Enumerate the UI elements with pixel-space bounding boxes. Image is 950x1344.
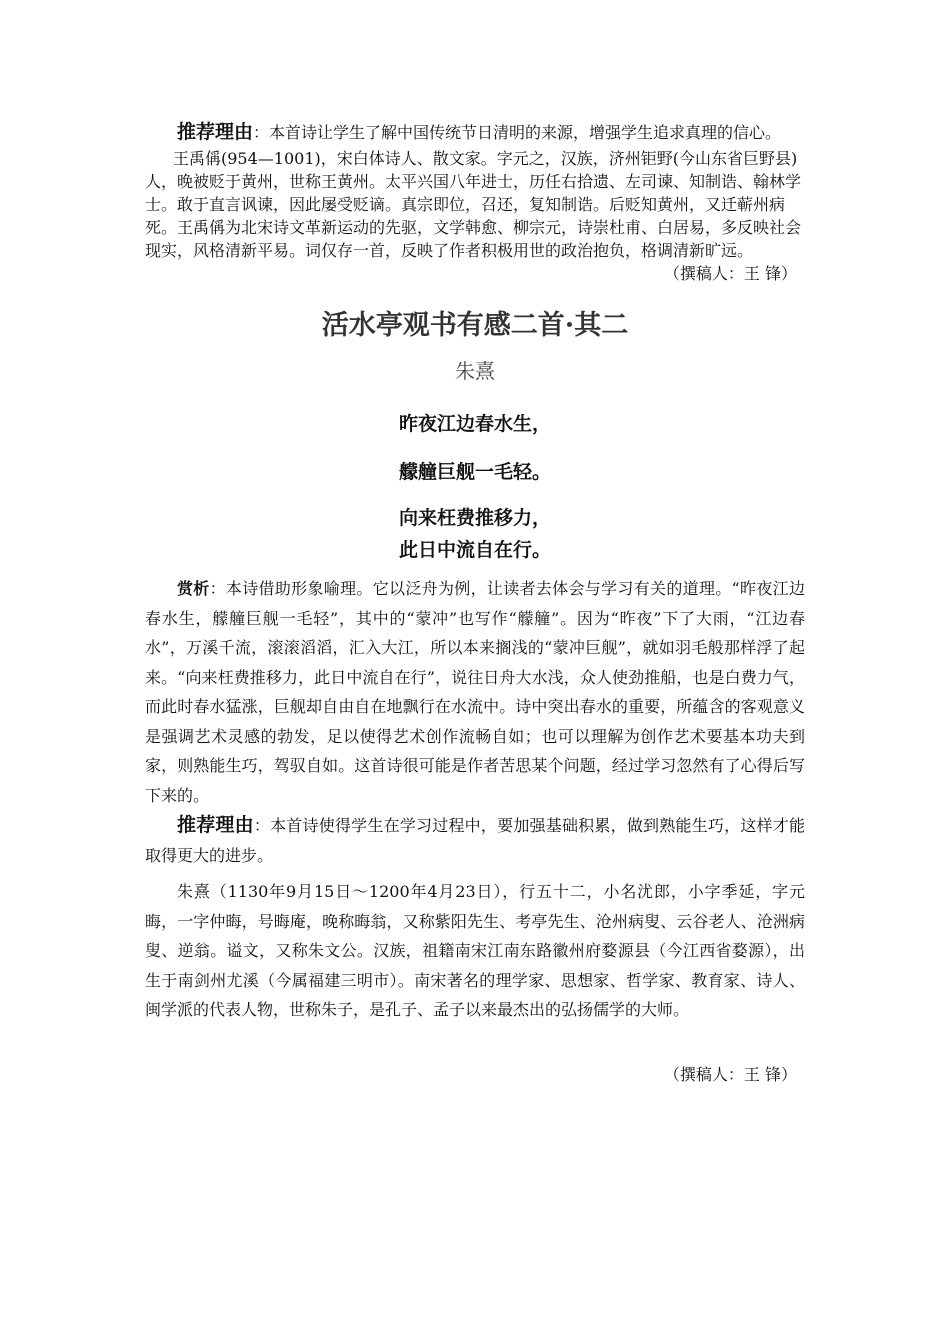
- poem-line: 昨夜江边春水生，: [398, 413, 551, 435]
- document-page: [145, 118, 805, 1087]
- poem-author: 朱熹: [455, 359, 495, 383]
- recommendation-label: 推荐理由: [177, 814, 254, 836]
- recommendation-text: ：本首诗让学生了解中国传统节日清明的来源，增强学生追求真理的信心。: [253, 123, 782, 142]
- author-bio-wang-yucheng: 王禹偁(954—1001)，宋白体诗人、散文家。字元之，汉族，济州钜野(今山东省巨野县)人，晚被贬于黄州，世称王黄州。太平兴国八年进士，历任右拾遗、左司谏、知制诰、翰林学士。敢于直言讽谏，因此屡受贬谪。真宗即位，召还，复知制诰。后贬知黄州，又迁蕲州病死。王禹偁为北宋诗文革新运动的先驱，文学韩愈、柳宗元，诗崇杜甫、白居易，多反映社会现实，风格清新平易。词仅存一首，反映了作者积极用世的政治抱负，格调清新旷远。: [145, 149, 802, 260]
- recommendation-label: 推荐理由: [177, 121, 254, 143]
- poem-title: 活水亭观书有感二首·其二: [321, 310, 629, 341]
- recommendation-paragraph-1: [145, 118, 805, 147]
- poem-line: 向来枉费推移力，: [398, 507, 551, 529]
- appreciation-label: 赏析: [177, 579, 210, 598]
- author-signature-2: （撰稿人：王 锋）: [663, 1064, 797, 1084]
- author-signature-1: （撰稿人：王 锋）: [663, 264, 797, 283]
- poem-line: 艨艟巨舰一毛轻。: [398, 461, 551, 483]
- recommendation-paragraph-2: [145, 810, 805, 871]
- appreciation-paragraph: [145, 574, 805, 810]
- recommendation-text: ：本首诗使得学生在学习过程中，要加强基础积累，做到熟能生巧，这样才能取得更大的进步。: [145, 816, 805, 865]
- author-bio-zhu-xi: 朱熹（1130年9月15日～1200年4月23日），行五十二，小名沋郎，小字季延，字元晦，一字仲晦，号晦庵，晚称晦翁，又称紫阳先生、考亭先生、沧州病叟、云谷老人、沧洲病叟、逆翁。谥文，又称朱文公。汉族，祖籍南宋江南东路徽州府婺源县（今江西省婺源），出生于南剑州尤溪（今属福建三明市）。南宋著名的理学家、思想家、哲学家、教育家、诗人、闽学派的代表人物，世称朱子，是孔子、孟子以来最杰出的弘扬儒学的大师。: [145, 882, 805, 1019]
- poem-line: 此日中流自在行。: [398, 539, 551, 561]
- appreciation-text: ：本诗借助形象喻理。它以泛舟为例，让读者去体会与学习有关的道理。“昨夜江边春水生，艨艟巨舰一毛轻”，其中的“蒙冲”也写作“艨艟”。因为“昨夜”下了大雨，“江边春水”，万溪千流，滚滚滔滔，汇入大江，所以本来搁浅的“蒙冲巨舰”，就如羽毛般那样浮了起来。“向来枉费推移力，此日中流自在行”，说往日舟大水浅，众人使劲推船，也是白费力气，而此时春水猛涨，巨舰却自由自在地飘行在水流中。诗中突出春水的重要，所蕴含的客观意义是强调艺术灵感的勃发，足以使得艺术创作流畅自如；也可以理解为创作艺术要基本功夫到家，则熟能生巧，驾驭自如。这首诗很可能是作者苦思某个问题，经过学习忽然有了心得后写下来的。: [145, 579, 805, 805]
